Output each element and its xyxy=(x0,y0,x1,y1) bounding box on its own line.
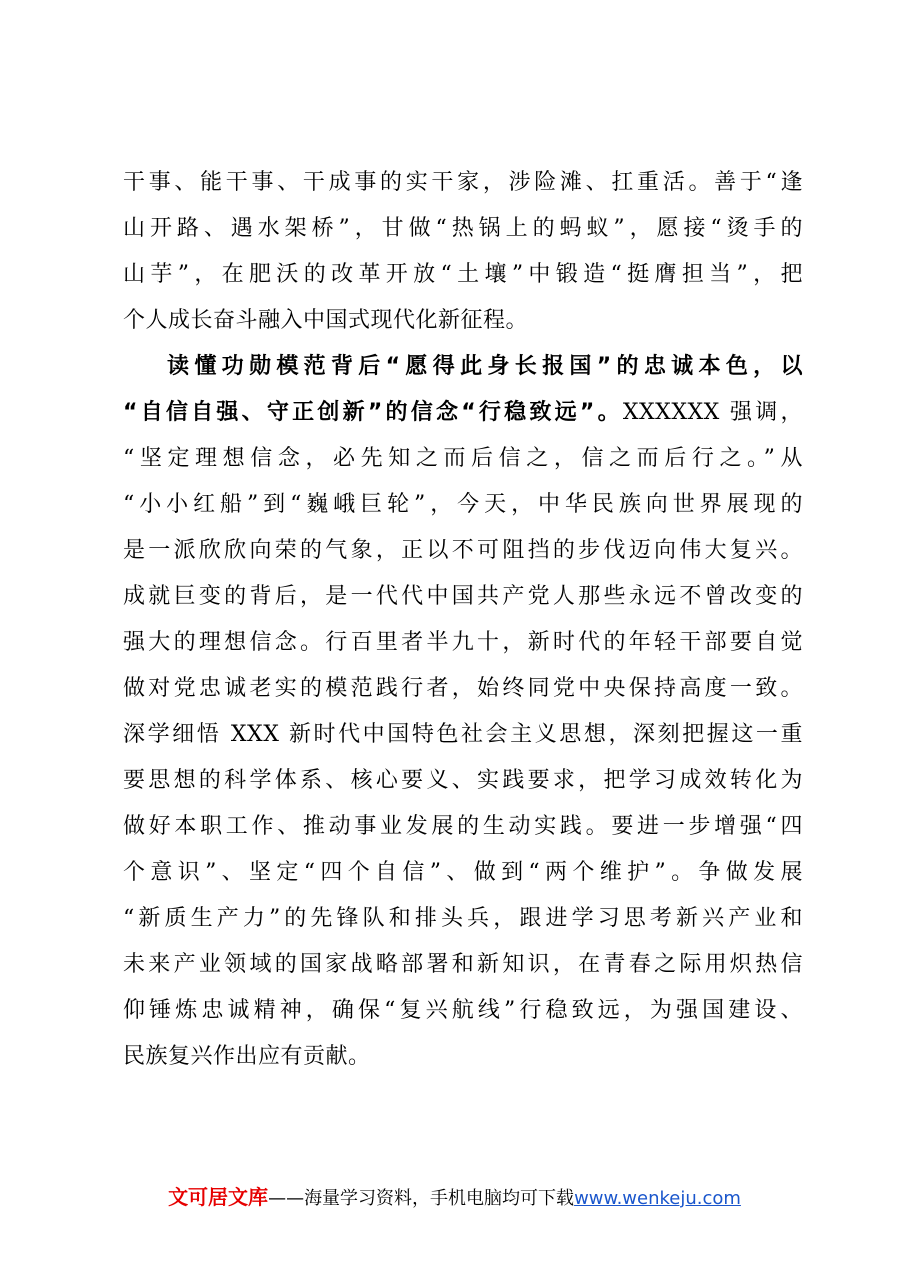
paragraph-line: 做好本职工作、推动事业发展的生动实践。要进一步增强“四 xyxy=(123,814,803,839)
paragraph-line: 未来产业领域的国家战略部署和新知识，在青春之际用炽热信 xyxy=(123,952,803,977)
paragraph-line: 深学细悟 XXX 新时代中国特色社会主义思想，深刻把握这一重 xyxy=(123,722,803,747)
paragraph-line: “坚定理想信念，必先知之而后信之，信之而后行之。”从 xyxy=(123,446,803,471)
footer-tagline: ——海量学习资料，手机电脑均可下载 xyxy=(268,1188,575,1209)
paragraph-line: 成就巨变的背后，是一代代中国共产党人那些永远不曾改变的 xyxy=(123,584,803,609)
paragraph-line: 强大的理想信念。行百里者半九十，新时代的年轻干部要自觉 xyxy=(123,630,803,655)
paragraph-line: 做对党忠诚老实的模范践行者，始终同党中央保持高度一致。 xyxy=(123,676,803,701)
paragraph-line: 个人成长奋斗融入中国式现代化新征程。 xyxy=(123,308,529,333)
paragraph-1 xyxy=(123,160,803,344)
document-body xyxy=(123,160,803,1080)
paragraph-line: 是一派欣欣向荣的气象，正以不可阻挡的步伐迈向伟大复兴。 xyxy=(123,538,803,563)
paragraph-heading-tail: XXXXXX 强调， xyxy=(622,400,804,425)
footer-website-link[interactable]: www.wenkeju.com xyxy=(574,1188,741,1209)
paragraph-line: 民族复兴作出应有贡献。 xyxy=(123,1044,371,1069)
paragraph-heading-line-mixed xyxy=(123,390,803,436)
footer-brand: 文可居文库 xyxy=(168,1185,269,1209)
page-footer xyxy=(0,1184,909,1212)
paragraph-heading-line: 读懂功勋模范背后“愿得此身长报国”的忠诚本色，以 xyxy=(167,354,803,379)
paragraph-line: 要思想的科学体系、核心要义、实践要求，把学习成效转化为 xyxy=(123,768,803,793)
paragraph-line: 干事、能干事、干成事的实干家，涉险滩、扛重活。善于“逢 xyxy=(123,170,803,195)
paragraph-line: 山芋”，在肥沃的改革开放“土壤”中锻造“挺膺担当”，把 xyxy=(123,262,803,287)
paragraph-heading-text: “自信自强、守正创新”的信念“行稳致远”。 xyxy=(123,400,623,425)
paragraph-2 xyxy=(123,344,803,1080)
paragraph-line: “新质生产力”的先锋队和排头兵，跟进学习思考新兴产业和 xyxy=(123,906,803,931)
paragraph-line: 仰锤炼忠诚精神，确保“复兴航线”行稳致远，为强国建设、 xyxy=(123,998,803,1023)
paragraph-line: 个意识”、坚定“四个自信”、做到“两个维护”。争做发展 xyxy=(123,860,803,885)
paragraph-line: 山开路、遇水架桥”，甘做“热锅上的蚂蚁”，愿接“烫手的 xyxy=(123,216,803,241)
paragraph-line: “小小红船”到“巍峨巨轮”，今天，中华民族向世界展现的 xyxy=(123,492,803,517)
